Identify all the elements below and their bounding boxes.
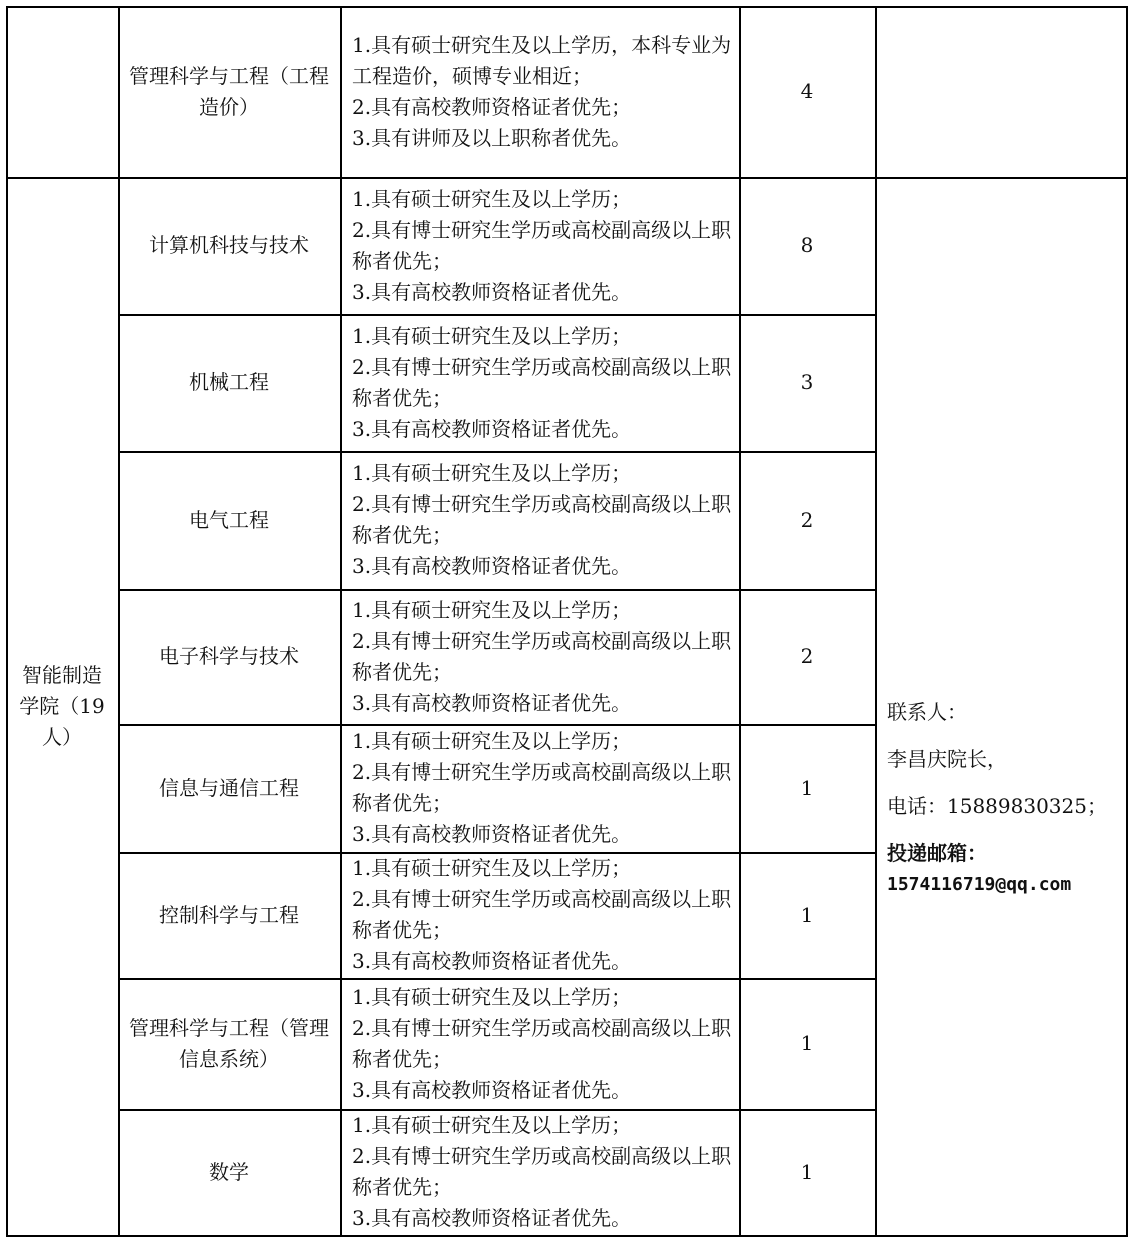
email-label: 投递邮箱： xyxy=(887,840,987,865)
major-cell xyxy=(118,978,340,1109)
table-border-vertical xyxy=(1126,6,1128,1237)
position-count: 1 xyxy=(800,902,814,927)
requirements-cell xyxy=(340,314,739,451)
requirement-line: 3.具有高校教师资格证者优先。 xyxy=(352,554,632,578)
count-cell xyxy=(739,177,875,314)
college-name: 智能制造学院（19人） xyxy=(19,662,105,749)
position-count: 1 xyxy=(800,1159,814,1184)
requirements-text xyxy=(352,184,732,308)
row-separator xyxy=(118,978,877,980)
count-cell xyxy=(739,1109,875,1235)
requirements-cell xyxy=(340,451,739,589)
requirements-text xyxy=(352,321,732,445)
requirement-line: 3.具有高校教师资格证者优先。 xyxy=(352,279,632,304)
requirement-line: 1.具有硕士研究生及以上学历； xyxy=(352,186,632,211)
position-count: 2 xyxy=(800,644,814,668)
table-border-vertical xyxy=(875,6,877,1237)
requirement-line: 3.具有高校教师资格证者优先。 xyxy=(352,690,632,715)
contact-person: 李昌庆院长， xyxy=(887,746,1007,771)
row-separator xyxy=(118,589,877,591)
row-separator xyxy=(118,724,877,726)
position-count: 1 xyxy=(800,1031,814,1055)
requirement-line: 2.具有博士研究生学历或高校副高级以上职称者优先； xyxy=(352,1144,732,1199)
count-cell xyxy=(739,978,875,1109)
row-separator xyxy=(118,451,877,453)
major-name: 电气工程 xyxy=(189,507,269,532)
row-separator xyxy=(118,1109,877,1111)
count-cell xyxy=(739,852,875,978)
count-cell xyxy=(739,589,875,724)
requirement-line: 1.具有硕士研究生及以上学历； xyxy=(352,984,632,1009)
requirement-line: 3.具有讲师及以上职称者优先。 xyxy=(352,125,632,150)
table-border-horizontal xyxy=(6,177,1127,179)
contact-person-label: 联系人： xyxy=(887,699,967,724)
major-name: 信息与通信工程 xyxy=(159,775,299,800)
contact-info xyxy=(875,697,1126,916)
table-border-vertical xyxy=(118,6,120,1237)
contact-cell-empty xyxy=(875,6,1126,177)
requirements-text xyxy=(352,1110,732,1234)
requirement-line: 1.具有硕士研究生及以上学历； xyxy=(352,597,632,622)
requirements-text xyxy=(352,726,732,850)
major-name: 电子科学与技术 xyxy=(159,644,299,668)
requirements-cell xyxy=(340,589,739,724)
requirement-line: 2.具有博士研究生学历或高校副高级以上职称者优先； xyxy=(352,492,732,547)
contact-cell xyxy=(875,177,1126,1235)
count-cell xyxy=(739,314,875,451)
major-cell xyxy=(118,852,340,978)
table-border-top xyxy=(6,6,1127,8)
position-count: 8 xyxy=(800,233,814,257)
table-border-vertical xyxy=(340,6,342,1237)
row-separator xyxy=(118,314,877,316)
position-count: 3 xyxy=(800,370,814,394)
requirement-line: 3.具有高校教师资格证者优先。 xyxy=(352,1077,632,1102)
requirements-text xyxy=(352,595,732,719)
requirement-line: 1.具有硕士研究生及以上学历，本科专业为工程造价，硕博专业相近； xyxy=(352,32,732,88)
table-border-vertical xyxy=(6,6,8,1237)
requirement-line: 1.具有硕士研究生及以上学历； xyxy=(352,856,632,880)
table-border-bottom xyxy=(6,1235,1127,1237)
major-name: 机械工程 xyxy=(189,370,269,394)
requirements-cell xyxy=(340,6,739,177)
email-address: 1574116719@qq.com xyxy=(887,873,1072,895)
requirements-text xyxy=(352,30,732,154)
contact-phone: 电话：15889830325； xyxy=(887,793,1107,818)
position-count: 1 xyxy=(800,775,814,800)
requirement-line: 2.具有博士研究生学历或高校副高级以上职称者优先； xyxy=(352,1015,732,1071)
requirement-line: 2.具有博士研究生学历或高校副高级以上职称者优先； xyxy=(352,628,732,684)
table-border-vertical xyxy=(739,6,741,1237)
requirements-cell xyxy=(340,177,739,314)
requirement-line: 1.具有硕士研究生及以上学历； xyxy=(352,461,632,485)
requirement-line: 3.具有高校教师资格证者优先。 xyxy=(352,1206,632,1230)
count-cell xyxy=(739,724,875,852)
college-cell xyxy=(6,177,118,1235)
major-name: 管理科学与工程（管理信息系统） xyxy=(129,1015,329,1071)
major-name: 计算机科技与技术 xyxy=(149,233,309,257)
requirement-line: 2.具有博士研究生学历或高校副高级以上职称者优先； xyxy=(352,217,732,273)
requirement-line: 3.具有高校教师资格证者优先。 xyxy=(352,822,632,846)
requirement-line: 3.具有高校教师资格证者优先。 xyxy=(352,416,632,441)
requirement-line: 2.具有博士研究生学历或高校副高级以上职称者优先； xyxy=(352,354,732,410)
count-cell xyxy=(739,451,875,589)
requirements-cell xyxy=(340,978,739,1109)
major-cell xyxy=(118,589,340,724)
requirement-line: 2.具有博士研究生学历或高校副高级以上职称者优先； xyxy=(352,887,732,942)
requirements-text xyxy=(352,982,732,1106)
requirement-line: 1.具有硕士研究生及以上学历； xyxy=(352,729,632,753)
major-name: 控制科学与工程 xyxy=(159,902,299,927)
college-cell-empty xyxy=(6,6,118,177)
requirement-line: 1.具有硕士研究生及以上学历； xyxy=(352,1113,632,1137)
requirements-text xyxy=(352,853,732,977)
requirement-line: 2.具有博士研究生学历或高校副高级以上职称者优先； xyxy=(352,760,732,815)
position-count: 2 xyxy=(800,507,814,532)
count-cell xyxy=(739,6,875,177)
major-cell xyxy=(118,177,340,314)
major-cell xyxy=(118,6,340,177)
major-cell xyxy=(118,1109,340,1235)
requirement-line: 3.具有高校教师资格证者优先。 xyxy=(352,949,632,973)
major-cell xyxy=(118,451,340,589)
row-separator xyxy=(118,852,877,854)
major-name: 管理科学与工程（工程造价） xyxy=(129,63,329,119)
major-cell xyxy=(118,314,340,451)
major-name: 数学 xyxy=(209,1159,249,1184)
requirement-line: 1.具有硕士研究生及以上学历； xyxy=(352,323,632,348)
requirements-text xyxy=(352,458,732,582)
major-cell xyxy=(118,724,340,852)
requirements-cell xyxy=(340,1109,739,1235)
requirement-line: 2.具有高校教师资格证者优先； xyxy=(352,94,632,119)
position-count: 4 xyxy=(800,79,814,103)
requirements-cell xyxy=(340,724,739,852)
requirements-cell xyxy=(340,852,739,978)
